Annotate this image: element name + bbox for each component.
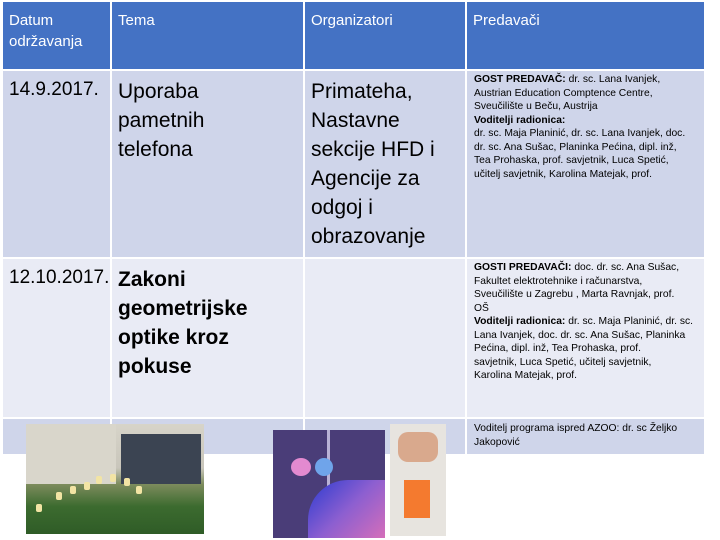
topic-line: pokuse <box>118 355 192 378</box>
lecturer-line-text: Tea Prohaska, prof. savjetnik, Luca Spetić, <box>474 155 669 166</box>
lecturer-line <box>474 168 700 182</box>
row-date: 12.10.2017. <box>3 259 110 417</box>
photo-color-filter <box>390 424 446 536</box>
lecturer-line-text: Sveučilište u Beču, Austrija <box>474 101 598 112</box>
header-topic: Tema <box>112 2 303 69</box>
lecturer-line-text: Sveučilište u Zagrebu , Marta Ravnjak, prof. <box>474 289 675 300</box>
organizer-line: obrazovanje <box>311 225 426 248</box>
lecturer-line <box>474 127 700 141</box>
lecturer-line-label: Voditelji radionica: <box>474 114 566 126</box>
lecturer-line <box>474 141 700 155</box>
lecturer-line-text: doc. dr. sc. Ana Sušac, <box>571 262 680 273</box>
table-row <box>3 259 704 417</box>
topic-line: telefona <box>118 138 193 161</box>
organizer-line: sekcije HFD i <box>311 138 435 161</box>
lecturer-line <box>474 100 700 114</box>
row-lecturers <box>467 259 704 417</box>
lecturer-line-text: Fakultet elektrotehnike i računarstva, <box>474 275 643 287</box>
photo-strip <box>0 424 720 540</box>
organizer-line: odgoj i <box>311 196 373 219</box>
lecturer-line-text: dr. sc. Maja Planinić, dr. sc. Lana Ivanjek, doc. <box>474 128 686 139</box>
lecturer-line-text: Pećina, dipl. inž, Tea Prohaska, prof. <box>474 343 641 354</box>
topic-line: optike kroz <box>118 326 229 349</box>
lecturer-line-text: Voditelj programa ispred AZOO: dr. sc Željko <box>474 423 678 434</box>
lecturer-line-text: Karolina Matejak, prof. <box>474 370 578 381</box>
table-row <box>3 71 704 257</box>
header-row <box>3 2 704 69</box>
lecturer-line <box>474 329 700 343</box>
lecturer-line <box>474 302 700 316</box>
lecturer-line <box>474 275 700 289</box>
lecturer-line <box>474 369 700 383</box>
row-topic <box>112 71 303 257</box>
lecturer-line-text: učitelj savjetnik, Karolina Matejak, prof. <box>474 168 652 180</box>
row-date: 14.9.2017. <box>3 71 110 257</box>
lecturer-line-text: OŠ <box>474 302 489 314</box>
row-topic <box>112 259 303 417</box>
events-table <box>1 0 706 456</box>
lecturer-line <box>474 261 700 275</box>
photo-light-experiment <box>273 430 385 538</box>
lecturer-line <box>474 315 700 329</box>
organizer-line: Primateha, <box>311 80 413 103</box>
lecturer-line-text: Jakopović <box>474 436 520 448</box>
organizer-line: Nastavne <box>311 109 400 132</box>
photo-classroom <box>26 424 204 534</box>
lecturer-line-label: GOST PREDAVAČ: <box>474 74 566 85</box>
lecturer-line <box>474 154 700 168</box>
lecturer-line-text: dr. sc. Ana Sušac, Planinka Pećina, dipl. inž, <box>474 141 677 153</box>
row-lecturers <box>467 71 704 257</box>
lecturer-line <box>474 356 700 370</box>
topic-line: pametnih <box>118 109 205 132</box>
topic-line: Uporaba <box>118 80 199 103</box>
lecturer-line-label: GOSTI PREDAVAČI: <box>474 262 572 273</box>
organizer-line: Agencije za <box>311 167 420 190</box>
lecturer-line-text: dr. sc. Maja Planinić, dr. sc. <box>565 316 693 327</box>
lecturer-line-text: Lana Ivanjek, doc. dr. sc. Ana Sušac, Planinka <box>474 329 686 341</box>
lecturer-line-label: Voditelji radionica: <box>474 316 566 327</box>
lecturer-line <box>474 114 700 128</box>
lecturer-line <box>474 73 700 87</box>
lecturer-line-text: dr. sc. Lana Ivanjek, <box>565 74 661 85</box>
header-organizers: Organizatori <box>305 2 465 69</box>
lecturer-line <box>474 288 700 302</box>
lecturer-line <box>474 342 700 356</box>
topic-line: geometrijske <box>118 297 248 320</box>
row-organizers <box>305 259 465 417</box>
lecturer-line-text: Austrian Education Comptence Centre, <box>474 87 653 99</box>
header-lecturers: Predavači <box>467 2 704 69</box>
lecturer-line <box>474 87 700 101</box>
lecturer-line-text: savjetnik, Luca Spetić, učitelj savjetnik, <box>474 356 652 368</box>
topic-line: Zakoni <box>118 268 186 291</box>
header-date: Datum održavanja <box>3 2 110 69</box>
row-organizers <box>305 71 465 257</box>
